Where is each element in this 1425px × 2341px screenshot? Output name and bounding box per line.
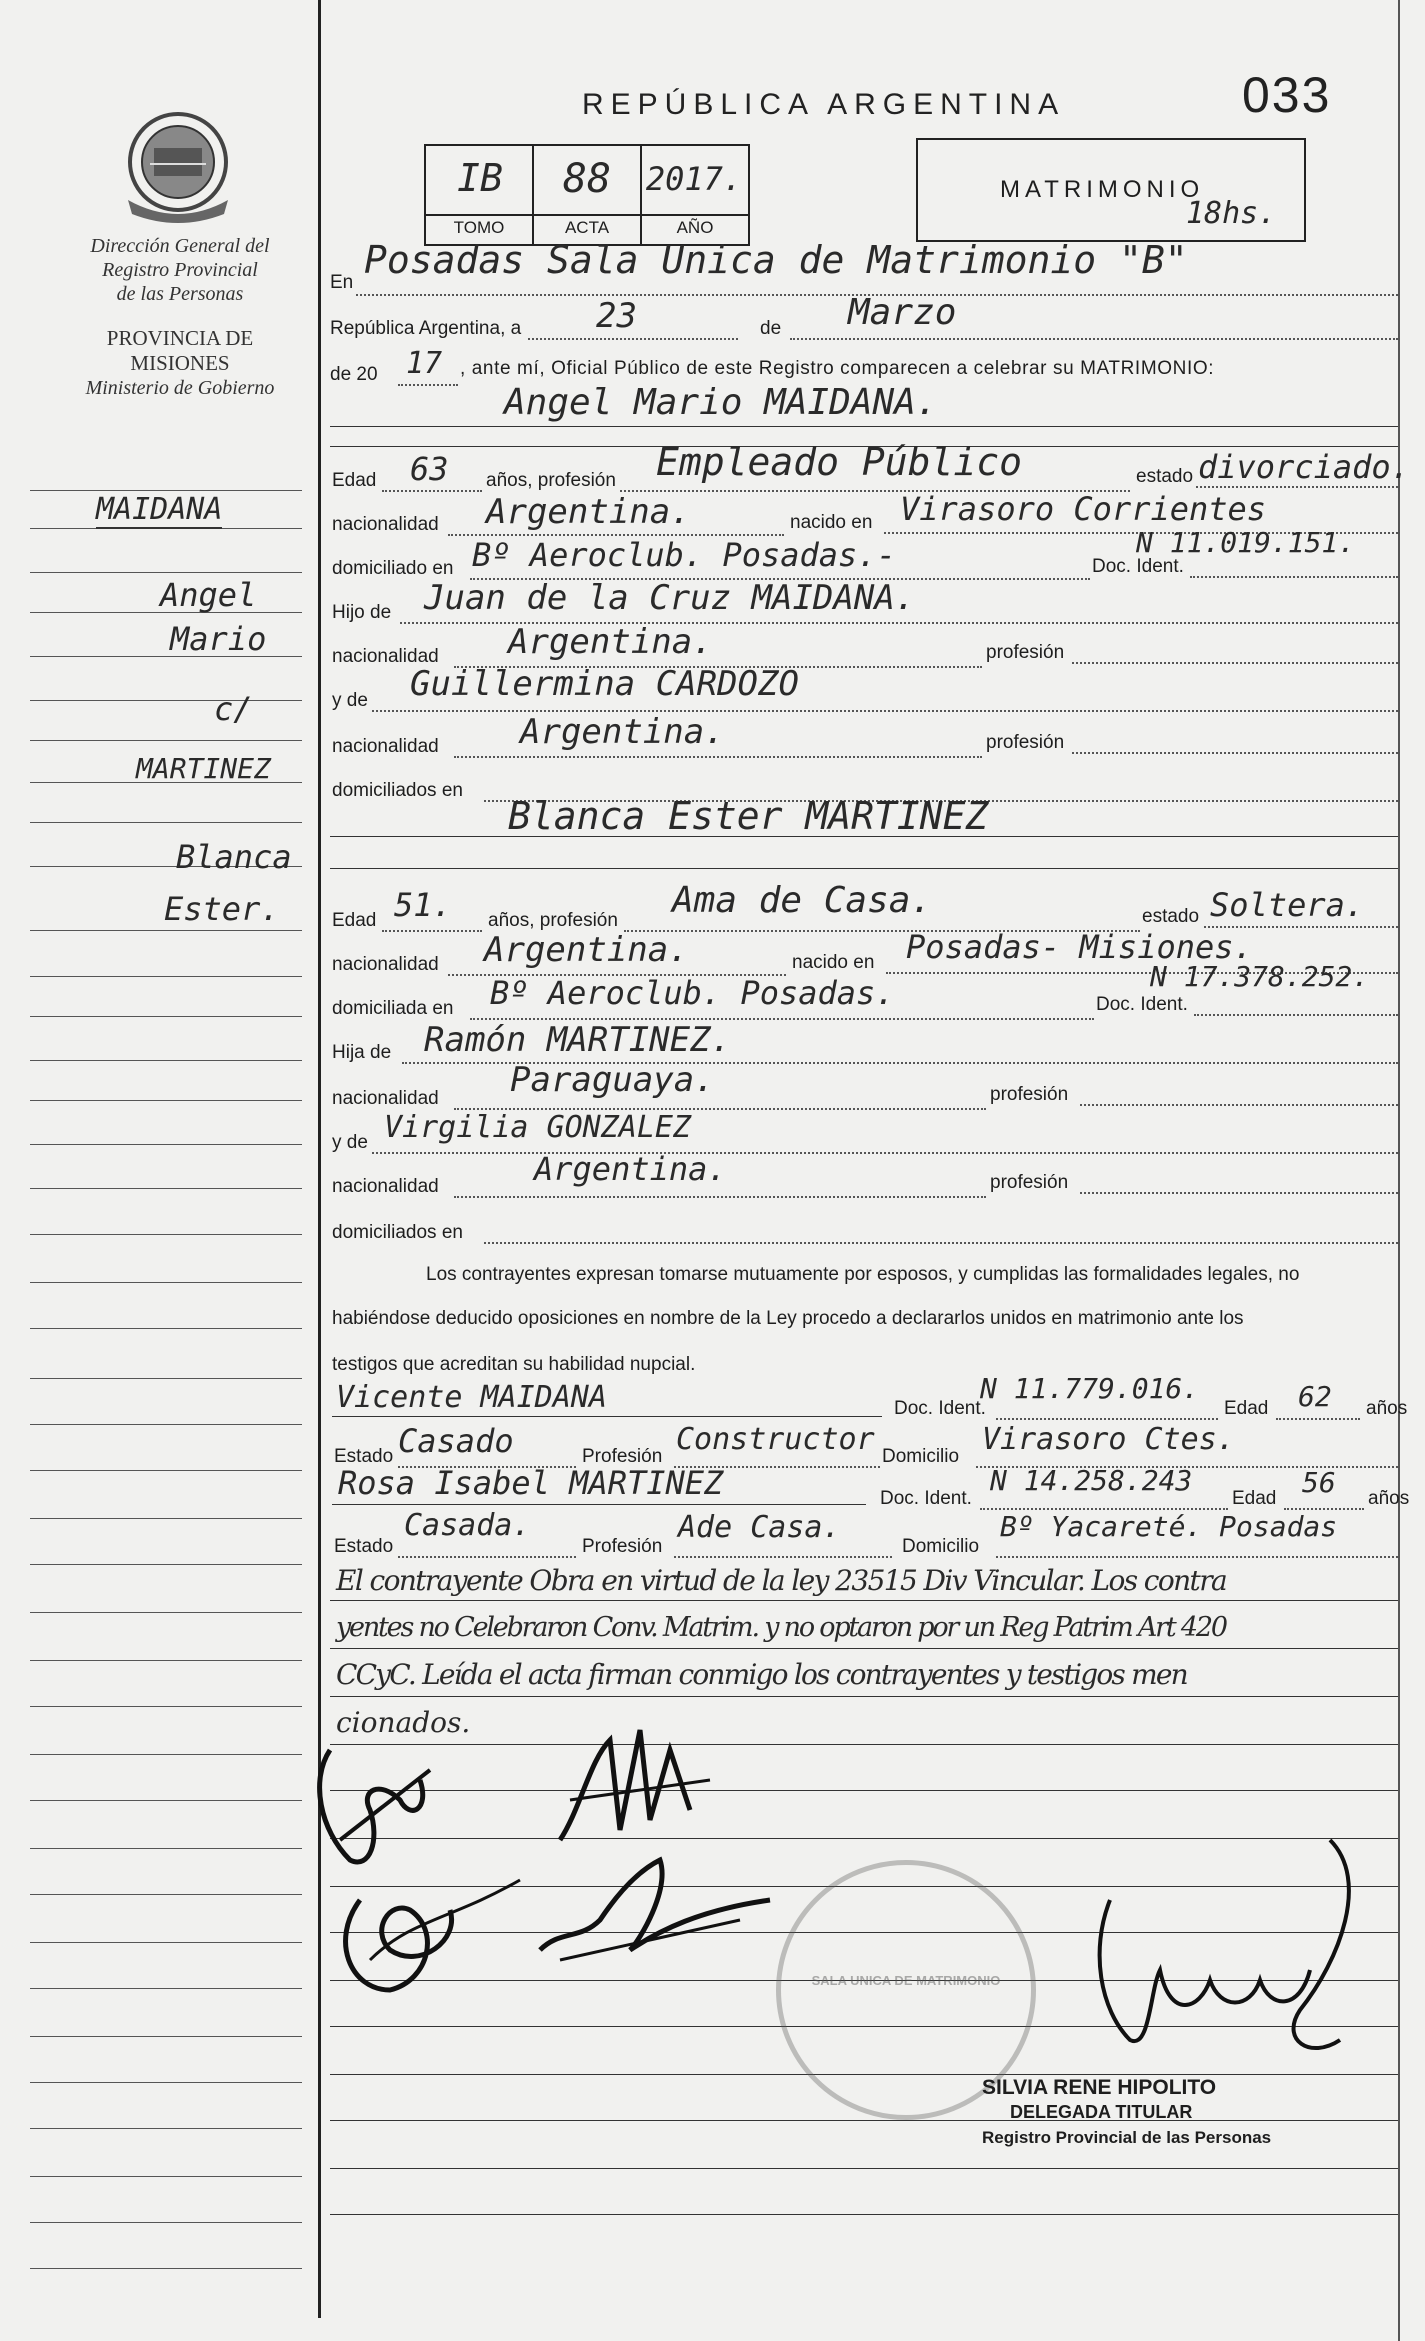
witness1-anos-label: años (1366, 1398, 1408, 1419)
groom-domicilio-label: domiciliado en (332, 558, 454, 579)
groom-birthplace: Virasoro Corrientes (900, 490, 1267, 528)
statement-text: , ante mí, Oficial Público de este Registro comparecen a celebrar su MATRIMONIO: (460, 358, 1215, 379)
groom-doc-label: Doc. Ident. (1092, 556, 1184, 577)
margin-name-bride-given2: Ester. (164, 890, 280, 928)
declaration-line3: testigos que acreditan su habilidad nupcial. (332, 1354, 696, 1375)
groom-father: Juan de la Cruz MAIDANA. (424, 578, 916, 618)
groom-mother-prof-label: profesión (986, 732, 1065, 753)
official-title: DELEGADA TITULAR (1010, 2102, 1193, 2122)
acta-label: ACTA (564, 218, 610, 237)
witness1-domicilio-label: Domicilio (882, 1446, 960, 1467)
matrimonio-title: MATRIMONIO (1000, 176, 1205, 203)
bride-father-nationality: Paraguaya. (510, 1060, 715, 1100)
year-value: 17 (406, 346, 443, 381)
bride-profession: Ama de Casa. (672, 880, 933, 921)
notes-line3: CCyC. Leída el acta firman conmigo los contrayentes y testigos men (336, 1658, 1187, 1691)
bride-father: Ramón MARTINEZ. (424, 1020, 732, 1060)
bride-name: Blanca Ester MARTINEZ (508, 794, 989, 838)
bride-age: 51. (394, 886, 452, 924)
bride-doc-label: Doc. Ident. (1096, 994, 1188, 1015)
witness2-domicilio-label: Domicilio (902, 1536, 980, 1557)
right-edge (1398, 0, 1400, 2341)
country-title: REPÚBLICA ARGENTINA (582, 88, 1066, 121)
republica-label: República Argentina, a (330, 318, 522, 339)
bride-mother-nac-label: nacionalidad (332, 1176, 439, 1197)
ano-label: AÑO (676, 218, 714, 237)
folio-number: 033 (1242, 67, 1332, 123)
matrimonio-box (916, 138, 1306, 242)
day-value: 23 (596, 296, 637, 336)
groom-domiciliados-label: domiciliados en (332, 780, 463, 801)
bride-mother: Virgilia GONZALEZ (384, 1110, 692, 1145)
margin-name-groom-given1: Angel (160, 576, 257, 614)
witness2-edad-label: Edad (1232, 1488, 1277, 1509)
bride-father-prof-label: profesión (990, 1084, 1069, 1105)
groom-nacionalidad-label: nacionalidad (332, 514, 439, 535)
ano-value: 2017. (645, 160, 743, 198)
bride-signature (550, 1720, 720, 1870)
witness2-age: 56 (1302, 1466, 1336, 1499)
margin-name-bride-surname: MARTINEZ (136, 752, 271, 785)
left-margin (0, 0, 320, 2341)
notes-line2: yentes no Celebraron Conv. Matrim. y no optaron por un Reg Patrim Art 420 (336, 1612, 1226, 1643)
witness1-edad-label: Edad (1224, 1398, 1269, 1419)
witness2-doc: N 14.258.243 (990, 1464, 1193, 1497)
bride-anos-profesion-label: años, profesión (488, 910, 618, 931)
groom-address: Bº Aeroclub. Posadas.- (472, 536, 896, 574)
witness2-name: Rosa Isabel MARTINEZ (338, 1464, 724, 1502)
bride-civil-state: Soltera. (1210, 886, 1365, 924)
groom-profession: Empleado Público (656, 440, 1023, 484)
margin-name-groom-given2: Mario (170, 620, 267, 658)
tomo-label: TOMO (453, 218, 505, 237)
witness2-anos-label: años (1368, 1488, 1410, 1509)
witness2-signature (520, 1850, 780, 1980)
provincial-seal (120, 104, 236, 228)
registry-box (424, 144, 750, 246)
groom-nationality: Argentina. (486, 492, 691, 532)
bride-domiciliados-label: domiciliados en (332, 1222, 463, 1243)
official-office: Registro Provincial de las Personas (982, 2128, 1272, 2147)
margin-name-bride-given1: Blanca (176, 838, 292, 876)
bride-domicilio-label: domiciliada en (332, 998, 454, 1019)
notes-line4: cionados. (336, 1706, 471, 1739)
groom-edad-label: Edad (332, 470, 377, 491)
stamp-text: SALA UNICA DE MATRIMONIO (811, 1973, 1001, 1988)
declaration-line1: Los contrayentes expresan tomarse mutuamente por esposos, y cumplidas las formalidades legales, no (426, 1264, 1300, 1285)
groom-hijo-label: Hijo de (332, 602, 392, 623)
groom-name: Angel Mario MAIDANA. (504, 382, 938, 423)
bride-edad-label: Edad (332, 910, 377, 931)
bride-birthplace: Posadas- Misiones. (906, 928, 1253, 966)
witness1-age: 62 (1298, 1380, 1332, 1413)
groom-estado-label: estado (1136, 466, 1194, 487)
declaration-line2: habiéndose deducido oposiciones en nombre de la Ley procedo a declararlos unidos en matrimonio ante los (332, 1308, 1244, 1329)
bride-nacido-label: nacido en (792, 952, 875, 973)
witness1-address: Virasoro Ctes. (982, 1422, 1235, 1457)
witness1-profession: Constructor (676, 1422, 875, 1457)
groom-signature (310, 1720, 450, 1880)
witness2-civil-state: Casada. (404, 1508, 531, 1543)
groom-yde-label: y de (332, 690, 368, 711)
bride-mother-prof-label: profesión (990, 1172, 1069, 1193)
groom-father-nationality: Argentina. (508, 622, 713, 662)
witness2-profesion-label: Profesión (582, 1536, 663, 1557)
bride-estado-label: estado (1142, 906, 1200, 927)
groom-age: 63 (410, 450, 449, 488)
margin-connector: c/ (214, 690, 253, 728)
bride-mother-nationality: Argentina. (534, 1150, 727, 1188)
month-value: Marzo (848, 292, 957, 333)
witness1-name: Vicente MAIDANA (336, 1380, 607, 1415)
agency-name: Dirección General del Registro Provincial de las Personas (90, 235, 270, 305)
acta-value: 88 (562, 156, 612, 202)
groom-doc: N 11.019.151. (1136, 526, 1356, 559)
official-name: SILVIA RENE HIPOLITO (982, 2076, 1217, 2099)
witness1-civil-state: Casado (398, 1422, 514, 1460)
de-label: de (760, 318, 782, 339)
bride-hija-label: Hija de (332, 1042, 392, 1063)
ministry-name: Ministerio de Gobierno (85, 377, 275, 399)
groom-father-prof-label: profesión (986, 642, 1065, 663)
groom-nacido-label: nacido en (790, 512, 873, 533)
witness1-signature (330, 1860, 530, 2010)
place-value: Posadas Sala Unica de Matrimonio "B" (364, 238, 1188, 282)
groom-mother-nac-label: nacionalidad (332, 736, 439, 757)
margin-name-groom-surname: MAIDANA (96, 492, 223, 527)
de20-label: de 20 (330, 364, 378, 385)
witness2-address: Bº Yacareté. Posadas (1000, 1510, 1338, 1543)
witness1-doc-label: Doc. Ident. (894, 1398, 986, 1419)
witness2-estado-label: Estado (334, 1536, 394, 1557)
witness1-estado-label: Estado (334, 1446, 394, 1467)
matrimonio-time: 18hs. (1186, 196, 1277, 231)
official-signature (1040, 1820, 1380, 2080)
margin-divider (318, 0, 321, 2318)
groom-father-nac-label: nacionalidad (332, 646, 439, 667)
witness2-profession: Ade Casa. (678, 1510, 841, 1545)
bride-nationality: Argentina. (484, 930, 689, 970)
bride-yde-label: y de (332, 1132, 368, 1153)
groom-mother-nationality: Argentina. (520, 712, 725, 752)
witness1-profesion-label: Profesión (582, 1446, 663, 1467)
tomo-value: IB (457, 156, 503, 200)
bride-nacionalidad-label: nacionalidad (332, 954, 439, 975)
groom-civil-state: divorciado. (1198, 448, 1410, 486)
groom-mother: Guillermina CARDOZO (410, 664, 799, 704)
bride-doc: N 17.378.252. (1150, 960, 1370, 993)
en-label: En (330, 272, 354, 293)
bride-address: Bº Aeroclub. Posadas. (490, 974, 895, 1012)
groom-anos-profesion-label: años, profesión (486, 470, 616, 491)
notes-line1: El contrayente Obra en virtud de la ley 23515 Div Vincular. Los contra (336, 1564, 1227, 1597)
province-name: PROVINCIA DE MISIONES Ministerio de Gobierno (40, 326, 320, 401)
witness1-doc: N 11.779.016. (980, 1372, 1200, 1405)
witness2-doc-label: Doc. Ident. (880, 1488, 972, 1509)
bride-father-nac-label: nacionalidad (332, 1088, 439, 1109)
